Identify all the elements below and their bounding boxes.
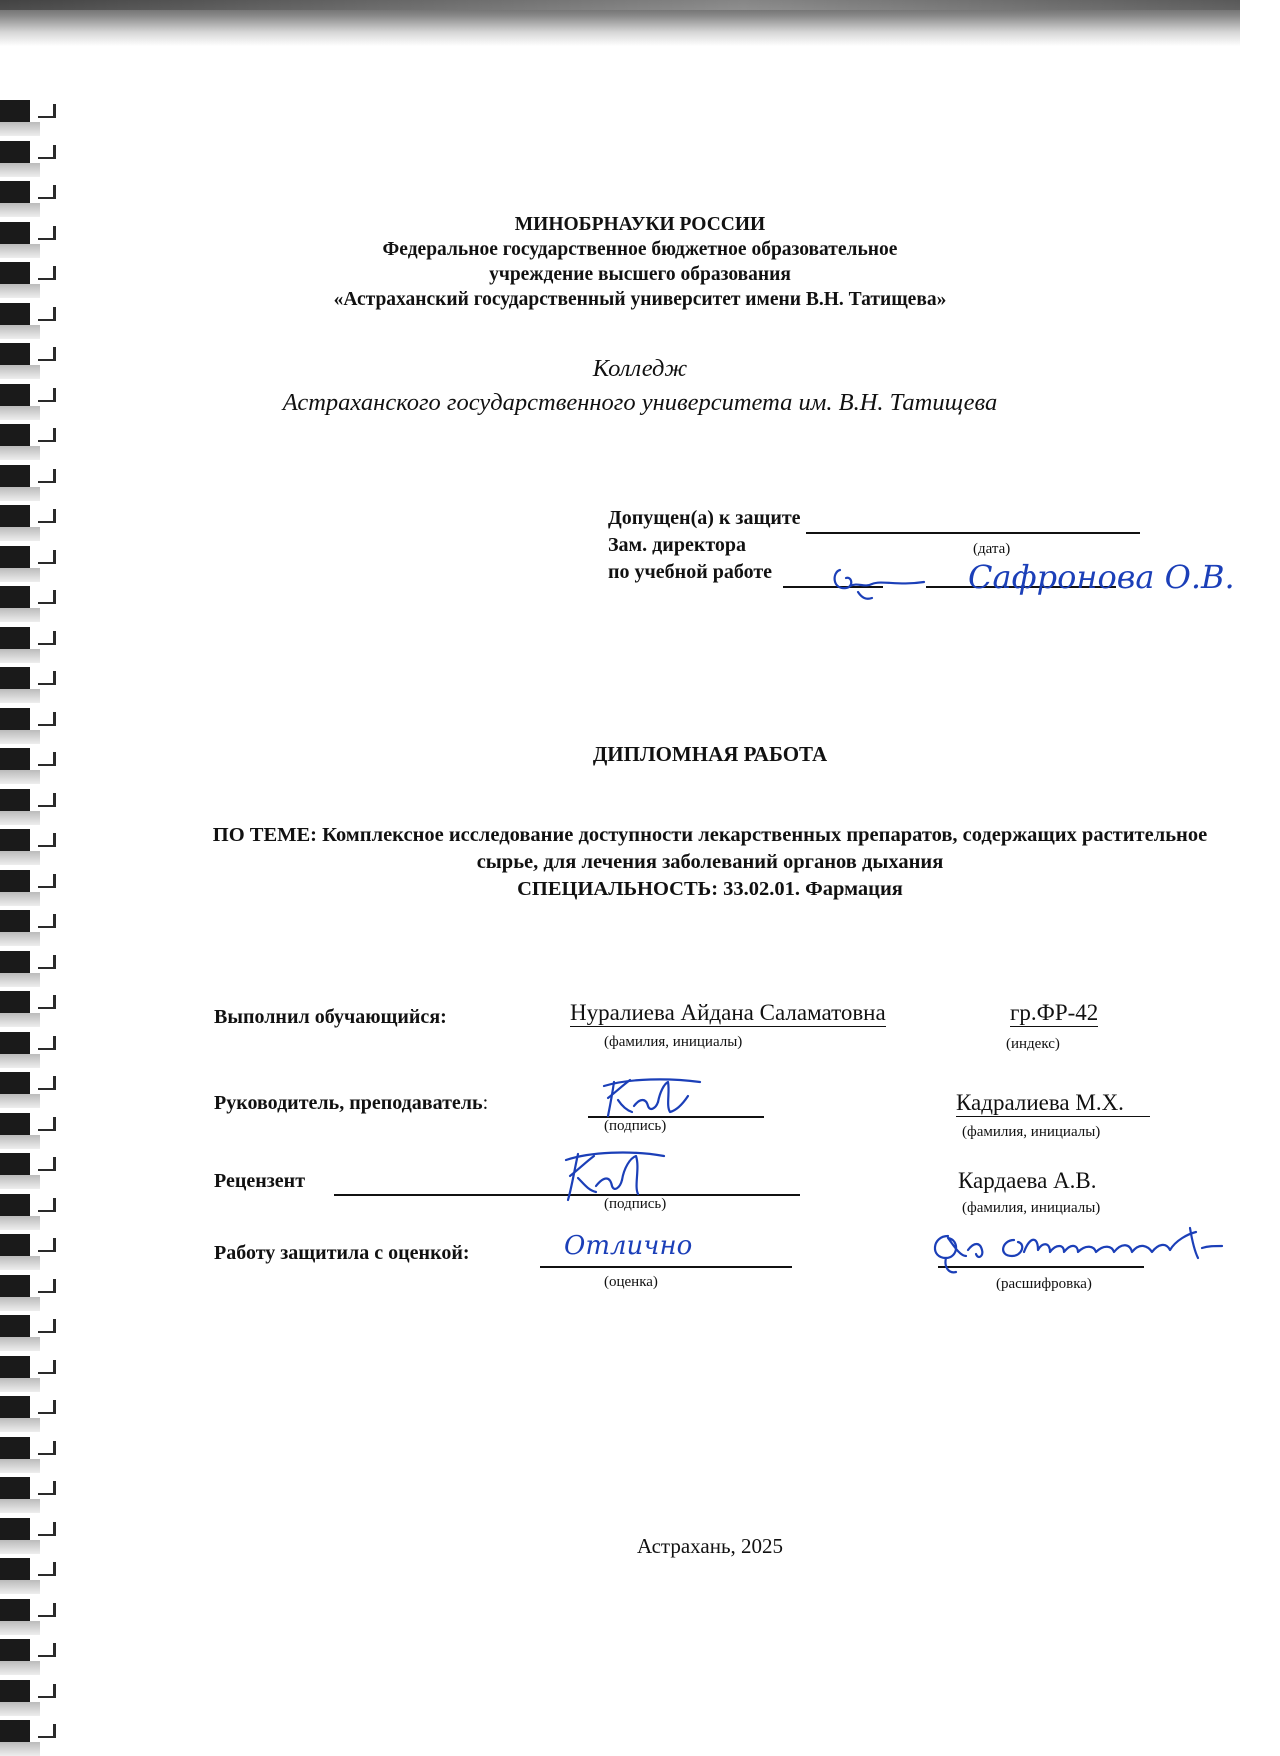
reviewer-signature-caption: (подпись) [604,1196,667,1212]
supervisor-label: Руководитель, преподаватель: [214,1092,489,1114]
binding-hole [0,465,56,487]
deputy-signature [828,552,938,604]
reviewer-name: Кардаева А.В. [958,1168,1097,1193]
ministry-header [140,212,1140,312]
binding-hole [0,586,56,608]
binding-hole [0,1113,56,1135]
binding-hole [0,1356,56,1378]
binding-hole [0,1275,56,1297]
grade-caption: (оценка) [604,1274,658,1290]
binding-hole [0,303,56,325]
binding-hole [0,910,56,932]
deputy-label: Зам. директора [608,534,747,556]
admission-date-line [806,505,1140,534]
binding-hole [0,1153,56,1175]
supervisor-signature [600,1072,710,1124]
city-year: Астрахань, 2025 [636,1534,784,1558]
supervisor-name-caption: (фамилия, инициалы) [962,1124,1101,1140]
binding-hole [0,951,56,973]
college-line-2: Астраханского государственного университета им. В.Н. Татищева [282,389,998,416]
binding-hole [0,1518,56,1540]
svg-text:Отлично: Отлично [564,1231,693,1261]
college-header [140,352,1140,420]
college-line-1: Колледж [592,355,688,382]
spiral-binding [0,40,70,1754]
academic-label: по учебной работе [608,561,773,583]
document-title: ДИПЛОМНАЯ РАБОТА [592,742,828,766]
binding-hole [0,789,56,811]
binding-hole [0,1680,56,1702]
binding-hole [0,505,56,527]
binding-hole [0,1234,56,1256]
student-group: гр.ФР-42 [1010,1000,1099,1025]
topic-text: ПО ТЕМЕ: Комплексное исследование доступности лекарственных препаратов, содержащих растительное сырье, для лечения заболеваний органов дыхания [212,824,1208,873]
svg-text:Сафронова О.В.: Сафронова О.В. [968,558,1235,596]
admitted-row [608,505,1208,532]
binding-hole [0,870,56,892]
institution-line-1: Федеральное государственное бюджетное образовательное [382,239,898,260]
binding-hole [0,708,56,730]
deputy-name-handwritten [964,554,1235,602]
supervisor-name: Кадралиева М.Х. [956,1090,1150,1117]
grade-handwritten [562,1226,712,1266]
binding-hole [0,1558,56,1580]
binding-hole [0,1477,56,1499]
binding-hole [0,384,56,406]
binding-hole [0,748,56,770]
binding-hole [0,1194,56,1216]
specialty-text: СПЕЦИАЛЬНОСТЬ: 33.02.01. Фармация [517,878,903,900]
student-name-caption: (фамилия, инициалы) [604,1034,743,1050]
binding-hole [0,829,56,851]
institution-line-2: учреждение высшего образования [489,264,791,285]
binding-hole [0,1396,56,1418]
binding-hole [0,1437,56,1459]
binding-hole [0,181,56,203]
reviewer-label: Рецензент [214,1170,306,1192]
supervisor-signature-caption: (подпись) [604,1118,667,1134]
decoding-caption: (расшифровка) [996,1276,1092,1292]
binding-hole [0,1072,56,1094]
student-label: Выполнил обучающийся: [214,1006,447,1028]
binding-hole [0,424,56,446]
ministry-name: МИНОБРНАУКИ РОССИИ [514,214,766,235]
commission-signature [926,1222,1226,1282]
binding-hole [0,1599,56,1621]
binding-hole [0,100,56,122]
student-name: Нуралиева Айдана Саламатовна [570,1000,886,1025]
binding-hole [0,1032,56,1054]
binding-hole [0,1720,56,1742]
binding-hole [0,991,56,1013]
binding-hole [0,141,56,163]
defense-label: Работу защитила с оценкой: [214,1242,470,1264]
binding-hole [0,1639,56,1661]
date-caption: (дата) [973,541,1011,557]
binding-hole [0,343,56,365]
reviewer-name-caption: (фамилия, инициалы) [962,1200,1101,1216]
admitted-label: Допущен(а) к защите [608,507,801,529]
university-name: «Астраханский государственный университет имени В.Н. Татищева» [333,289,947,310]
binding-hole [0,262,56,284]
binding-hole [0,627,56,649]
scan-top-shadow [0,0,1240,46]
topic-block [200,822,1220,903]
student-group-caption: (индекс) [1006,1036,1060,1052]
binding-hole [0,667,56,689]
binding-hole [0,546,56,568]
binding-hole [0,1315,56,1337]
binding-hole [0,222,56,244]
